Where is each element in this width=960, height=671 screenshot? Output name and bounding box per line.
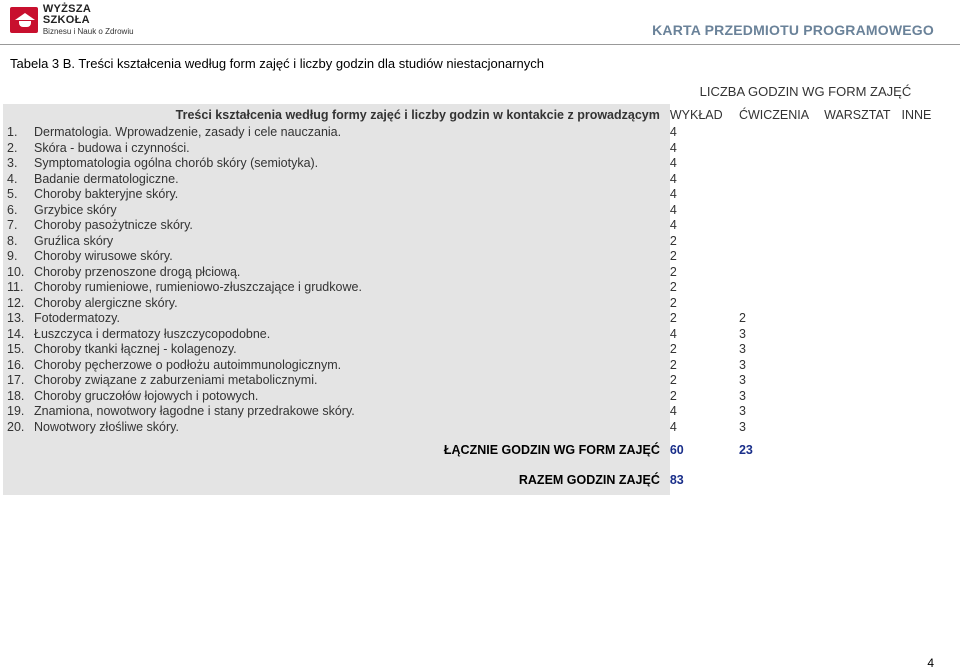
cell-warsztat <box>824 296 901 312</box>
cell-warsztat <box>824 265 901 281</box>
logo-line2: Biznesu i Nauk o Zdrowiu <box>42 27 134 36</box>
topic-header: Treści kształcenia według formy zajęć i liczby godzin w kontakcie z prowadzącym <box>3 104 670 125</box>
row-topic-text: Choroby gruczołów łojowych i potowych. <box>34 388 259 403</box>
cell-cwiczenia: 3 <box>738 373 746 387</box>
col-header-inne: INNE <box>901 107 932 122</box>
table-row <box>3 249 941 265</box>
cell-warsztat <box>824 156 901 172</box>
row-topic <box>3 141 670 157</box>
col-header-warsztat: WARSZTAT <box>824 107 891 122</box>
total-wyklad: 60 <box>669 443 684 457</box>
content-table <box>3 75 941 495</box>
table-row <box>3 404 941 420</box>
row-topic-text: Choroby wirusowe skóry. <box>34 249 173 263</box>
row-topic-text: Choroby alergiczne skóry. <box>34 295 178 310</box>
cell-inne <box>902 327 942 343</box>
table-caption: Tabela 3 B. Treści kształcenia według form zajęć i liczby godzin dla studiów niestacjonarnych <box>10 56 544 71</box>
cell-cwiczenia: 3 <box>738 419 746 434</box>
cell-inne <box>902 389 942 405</box>
table-row <box>3 280 941 296</box>
table-row <box>3 125 941 141</box>
row-topic <box>3 342 670 358</box>
row-number: 9. <box>7 249 18 263</box>
cell-warsztat <box>824 358 901 374</box>
table-row <box>3 373 941 389</box>
row-topic <box>3 420 670 436</box>
row-number: 3. <box>7 156 18 170</box>
cell-warsztat <box>824 125 901 141</box>
cell-wyklad: 4 <box>669 187 677 201</box>
row-number: 11. <box>7 280 24 294</box>
row-number: 6. <box>7 202 18 217</box>
row-number: 7. <box>7 218 18 232</box>
cell-wyklad: 2 <box>669 233 677 248</box>
cell-inne <box>902 141 942 157</box>
sum-label: RAZEM GODZIN ZAJĘĆ <box>3 465 670 495</box>
cell-warsztat <box>824 203 901 219</box>
row-topic-text: Choroby związane z zaburzeniami metabolicznymi. <box>34 373 318 387</box>
cell-wyklad: 4 <box>669 156 677 170</box>
table-row <box>3 420 941 436</box>
cell-warsztat <box>824 280 901 296</box>
row-topic-text: Symptomatologia ogólna chorób skóry (semiotyka). <box>34 156 319 170</box>
row-topic <box>3 265 670 281</box>
cell-warsztat <box>824 327 901 343</box>
row-number: 1. <box>7 125 18 139</box>
cell-wyklad: 2 <box>669 373 677 387</box>
cell-wyklad: 2 <box>669 342 677 356</box>
row-number: 8. <box>7 233 18 248</box>
table-row <box>3 389 941 405</box>
hours-group-header: LICZBA GODZIN WG FORM ZAJĘĆ <box>699 84 912 99</box>
row-number: 10. <box>7 264 25 279</box>
row-topic-text: Gruźlica skóry <box>34 233 114 248</box>
row-topic-text: Fotodermatozy. <box>34 311 120 325</box>
table-row <box>3 265 941 281</box>
cell-inne <box>902 234 942 250</box>
cell-cwiczenia <box>739 280 824 296</box>
cell-wyklad: 4 <box>669 125 677 139</box>
row-number: 12. <box>7 295 25 310</box>
total-label: ŁĄCZNIE GODZIN WG FORM ZAJĘĆ <box>3 435 670 465</box>
row-number: 20. <box>7 419 25 434</box>
cell-cwiczenia <box>739 141 824 157</box>
table-row <box>3 156 941 172</box>
row-topic <box>3 218 670 234</box>
table-row <box>3 342 941 358</box>
row-topic <box>3 203 670 219</box>
header-divider <box>0 44 960 45</box>
cell-warsztat <box>824 342 901 358</box>
row-topic <box>3 156 670 172</box>
cell-inne <box>902 342 942 358</box>
row-topic <box>3 125 670 141</box>
row-topic-text: Skóra - budowa i czynności. <box>34 140 190 155</box>
cell-cwiczenia <box>739 172 824 188</box>
row-topic <box>3 311 670 327</box>
cell-inne <box>902 280 942 296</box>
row-topic-text: Choroby pasożytnicze skóry. <box>34 218 193 232</box>
row-topic <box>3 358 670 374</box>
table-row <box>3 203 941 219</box>
row-topic-text: Grzybice skóry <box>34 202 117 217</box>
cell-cwiczenia <box>739 296 824 312</box>
logo-line1: WYŻSZA SZKOŁA <box>42 3 91 26</box>
table-row <box>3 141 941 157</box>
row-topic-text: Badanie dermatologiczne. <box>34 171 179 186</box>
row-topic-text: Znamiona, nowotwory łagodne i stany przedrakowe skóry. <box>34 404 355 418</box>
cell-inne <box>902 358 942 374</box>
table-row <box>3 234 941 250</box>
cell-warsztat <box>824 311 901 327</box>
table-body <box>3 125 941 435</box>
cell-cwiczenia: 3 <box>738 326 746 341</box>
row-number: 15. <box>7 342 25 356</box>
row-topic <box>3 234 670 250</box>
row-topic-text: Choroby pęcherzowe o podłożu autoimmunologicznym. <box>34 357 342 372</box>
col-header-cwiczenia: ĆWICZENIA <box>738 107 810 122</box>
cell-wyklad: 4 <box>669 419 677 434</box>
cell-inne <box>902 373 942 389</box>
cell-inne <box>902 311 942 327</box>
row-topic <box>3 296 670 312</box>
cell-cwiczenia <box>739 218 824 234</box>
cell-warsztat <box>824 234 901 250</box>
table-row <box>3 218 941 234</box>
row-number: 17. <box>7 373 25 387</box>
row-topic <box>3 187 670 203</box>
row-topic <box>3 327 670 343</box>
table-row <box>3 327 941 343</box>
row-topic <box>3 404 670 420</box>
cell-wyklad: 2 <box>669 249 677 263</box>
cell-inne <box>902 249 942 265</box>
row-number: 18. <box>7 388 25 403</box>
cell-warsztat <box>824 389 901 405</box>
cell-cwiczenia: 3 <box>738 388 746 403</box>
row-topic-text: Choroby tkanki łącznej - kolagenozy. <box>34 342 237 356</box>
table-row <box>3 172 941 188</box>
table-row <box>3 358 941 374</box>
cell-warsztat <box>824 218 901 234</box>
graduation-cap-icon <box>10 7 38 33</box>
cell-wyklad: 4 <box>669 171 677 186</box>
row-number: 19. <box>7 404 25 418</box>
cell-inne <box>902 125 942 141</box>
row-topic-text: Choroby rumieniowe, rumieniowo-złuszczające i grudkowe. <box>34 280 362 294</box>
cell-warsztat <box>824 373 901 389</box>
cell-cwiczenia <box>739 125 824 141</box>
cell-cwiczenia: 2 <box>738 311 746 325</box>
cell-wyklad: 2 <box>669 388 677 403</box>
table-row <box>3 187 941 203</box>
row-number: 5. <box>7 187 18 201</box>
cell-warsztat <box>824 187 901 203</box>
cell-wyklad: 4 <box>669 326 677 341</box>
cell-warsztat <box>824 420 901 436</box>
cell-wyklad: 2 <box>669 295 677 310</box>
cell-wyklad: 2 <box>669 280 677 294</box>
sum-value: 83 <box>669 473 684 487</box>
row-number: 16. <box>7 357 25 372</box>
cell-warsztat <box>824 172 901 188</box>
row-topic <box>3 172 670 188</box>
row-topic-text: Choroby przenoszone drogą płciową. <box>34 264 241 279</box>
cell-wyklad: 4 <box>669 218 677 232</box>
cell-cwiczenia <box>739 203 824 219</box>
row-topic-text: Choroby bakteryjne skóry. <box>34 187 179 201</box>
cell-cwiczenia <box>739 265 824 281</box>
table-row <box>3 296 941 312</box>
cell-inne <box>902 420 942 436</box>
cell-cwiczenia <box>739 234 824 250</box>
cell-wyklad: 2 <box>669 357 677 372</box>
cell-cwiczenia <box>739 249 824 265</box>
row-number: 4. <box>7 171 18 186</box>
cell-warsztat <box>824 141 901 157</box>
row-topic <box>3 280 670 296</box>
row-number: 2. <box>7 140 18 155</box>
page-number: 4 <box>927 656 934 670</box>
row-topic <box>3 249 670 265</box>
cell-inne <box>902 296 942 312</box>
cell-inne <box>902 404 942 420</box>
cell-wyklad: 4 <box>669 140 677 155</box>
row-topic <box>3 373 670 389</box>
row-topic-text: Dermatologia. Wprowadzenie, zasady i cele nauczania. <box>34 125 342 139</box>
cell-cwiczenia: 3 <box>738 342 746 356</box>
row-number: 13. <box>7 311 25 325</box>
cell-cwiczenia <box>739 187 824 203</box>
cell-wyklad: 4 <box>669 404 677 418</box>
school-logo <box>10 5 134 35</box>
document-title: KARTA PRZEDMIOTU PROGRAMOWEGO <box>652 22 934 38</box>
cell-inne <box>902 265 942 281</box>
row-topic-text: Łuszczyca i dermatozy łuszczycopodobne. <box>34 326 271 341</box>
total-cwiczenia: 23 <box>738 443 753 457</box>
cell-cwiczenia <box>739 156 824 172</box>
row-number: 14. <box>7 326 25 341</box>
row-topic-text: Nowotwory złośliwe skóry. <box>34 419 179 434</box>
cell-wyklad: 2 <box>669 264 677 279</box>
cell-inne <box>902 218 942 234</box>
cell-wyklad: 4 <box>669 202 677 217</box>
cell-inne <box>902 172 942 188</box>
cell-warsztat <box>824 249 901 265</box>
cell-cwiczenia: 3 <box>738 404 746 418</box>
cell-inne <box>902 156 942 172</box>
cell-inne <box>902 203 942 219</box>
col-header-wyklad: WYKŁAD <box>669 107 723 122</box>
cell-cwiczenia: 3 <box>738 357 746 372</box>
cell-inne <box>902 187 942 203</box>
cell-wyklad: 2 <box>669 311 677 325</box>
table-row <box>3 311 941 327</box>
cell-warsztat <box>824 404 901 420</box>
row-topic <box>3 389 670 405</box>
